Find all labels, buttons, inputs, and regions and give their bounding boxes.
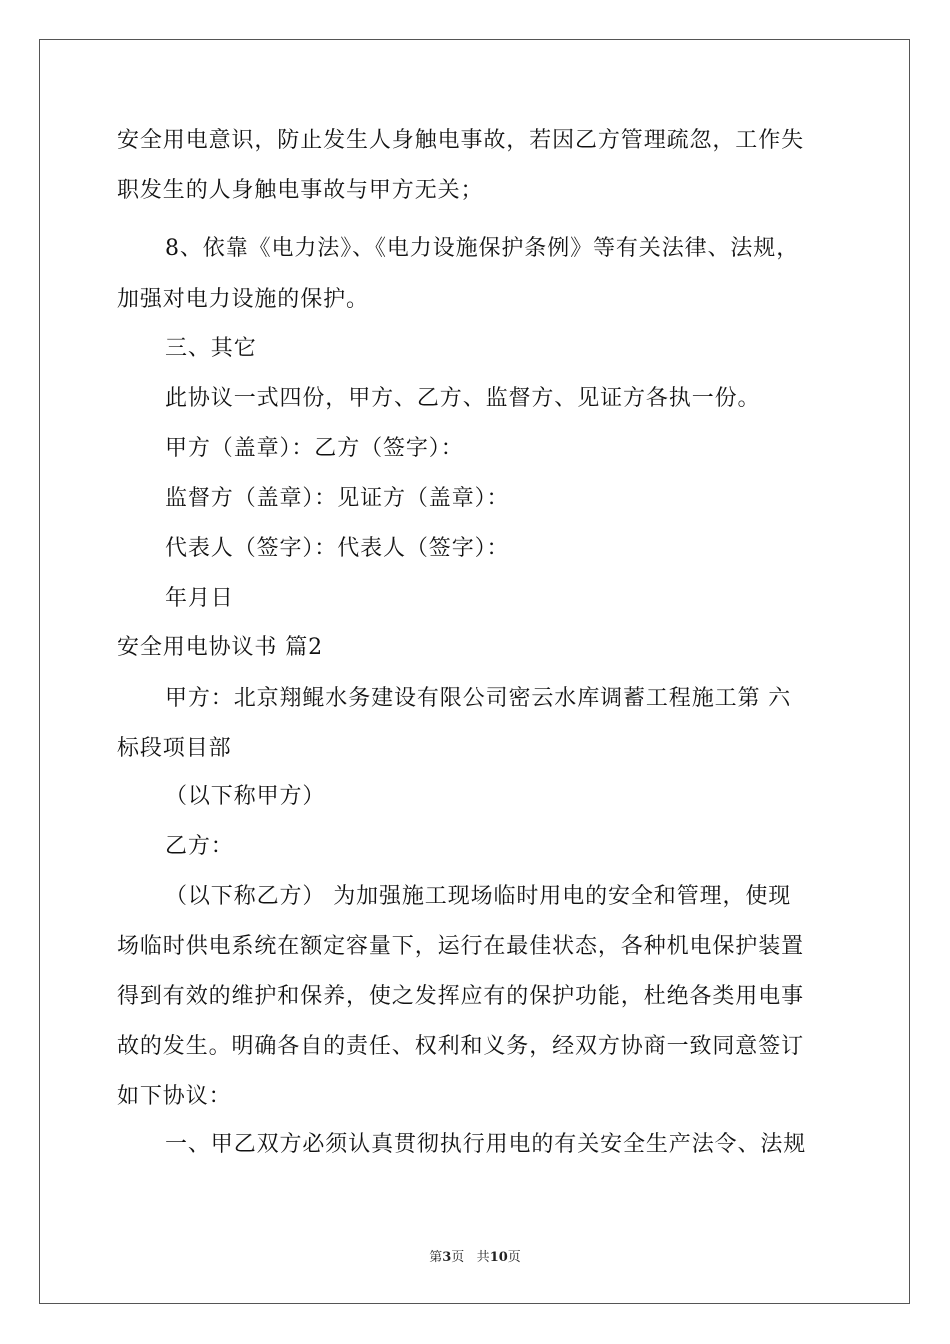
- document-subtitle: 安全用电协议书 篇2: [117, 635, 323, 660]
- text-line: 如下协议：: [117, 1084, 232, 1109]
- text-line: （以下称乙方） 为加强施工现场临时用电的安全和管理，使现: [165, 884, 792, 909]
- text-line: （以下称甲方）: [165, 784, 326, 809]
- text-line: 场临时供电系统在额定容量下，运行在最佳状态，各种机电保护装置: [117, 934, 805, 959]
- section-heading: 三、其它: [165, 336, 257, 361]
- text-line: 8、依靠《电力法》、《电力设施保护条例》等有关法律、法规，: [165, 236, 800, 261]
- text-line: 得到有效的维护和保养，使之发挥应有的保护功能，杜绝各类用电事: [117, 984, 805, 1009]
- signature-line: 甲方（盖章）：乙方（签字）：: [165, 436, 464, 461]
- signature-line: 监督方（盖章）：见证方（盖章）：: [165, 486, 510, 511]
- text-line: 一、甲乙双方必须认真贯彻执行用电的有关安全生产法令、法规: [165, 1132, 807, 1157]
- text-line: 故的发生。明确各自的责任、权利和义务，经双方协商一致同意签订: [117, 1034, 805, 1059]
- date-line: 年月日: [165, 586, 234, 611]
- text-line: 乙方：: [165, 834, 234, 859]
- signature-line: 代表人（签字）：代表人（签字）：: [165, 536, 510, 561]
- text-line: 此协议一式四份，甲方、乙方、监督方、见证方各执一份。: [165, 386, 761, 411]
- page-footer: [0, 1246, 950, 1265]
- text-line: 职发生的人身触电事故与甲方无关；: [117, 178, 484, 203]
- footer-total-prefix: 共: [476, 1250, 490, 1265]
- text-line: 加强对电力设施的保护。: [117, 287, 369, 312]
- footer-page-unit: 页: [451, 1250, 465, 1265]
- footer-prefix: 第: [429, 1250, 443, 1265]
- text-line: 标段项目部: [117, 736, 232, 761]
- page-frame: [39, 39, 910, 1304]
- total-page-number: 10: [489, 1250, 508, 1265]
- text-line: 甲方：北京翔鲲水务建设有限公司密云水库调蓄工程施工第 六: [165, 686, 792, 711]
- current-page-number: 3: [442, 1250, 452, 1265]
- text-line: 安全用电意识，防止发生人身触电事故，若因乙方管理疏忽，工作失: [117, 128, 805, 153]
- footer-total-unit: 页: [507, 1250, 521, 1265]
